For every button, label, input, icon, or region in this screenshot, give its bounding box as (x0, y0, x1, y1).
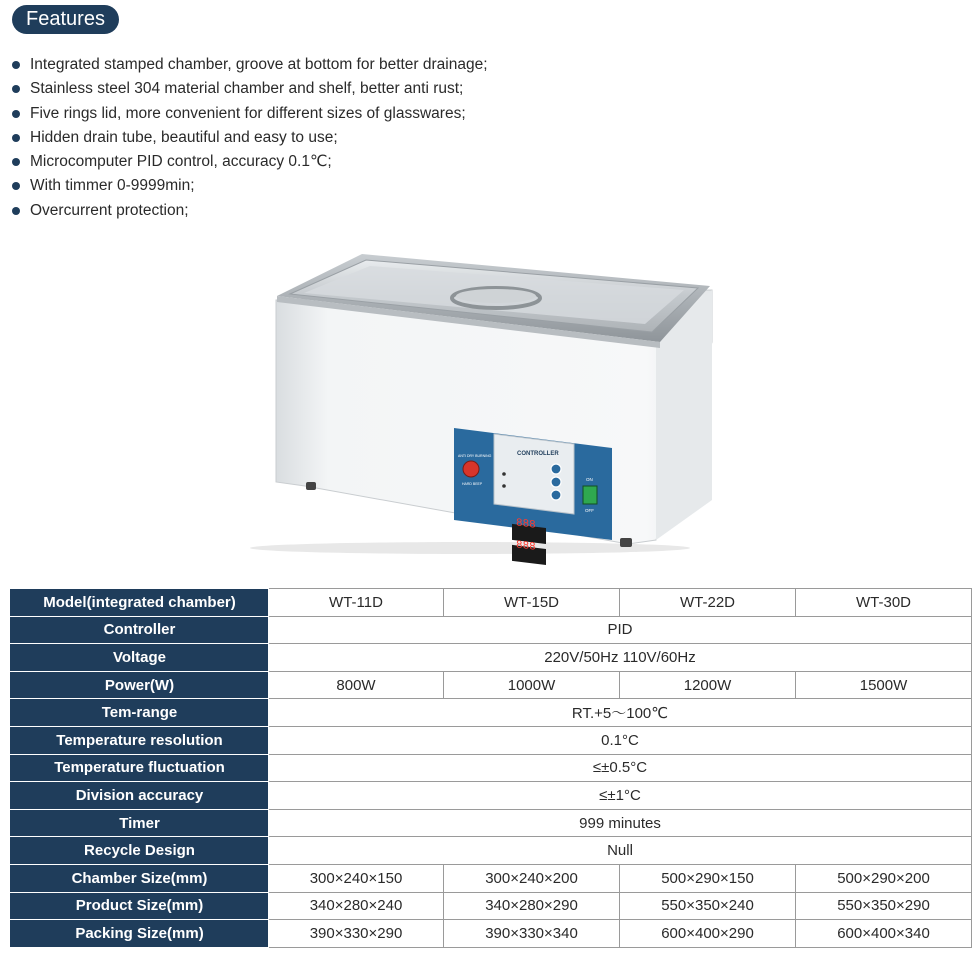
row-label: Temperature fluctuation (11, 754, 269, 782)
table-cell: ≤±0.5°C (269, 754, 972, 782)
table-row (11, 699, 972, 727)
table-row (11, 754, 972, 782)
table-cell: 0.1°C (269, 726, 972, 754)
table-row (11, 782, 972, 810)
table-cell: 500×290×200 (796, 864, 972, 892)
feature-item: Microcomputer PID control, accuracy 0.1℃; (12, 150, 488, 174)
feature-item: Integrated stamped chamber, groove at bottom for better drainage; (12, 53, 488, 77)
down-button-icon (551, 490, 561, 500)
table-row (11, 920, 972, 948)
table-cell: 340×280×290 (444, 892, 620, 920)
set-button-icon (551, 477, 561, 487)
feature-item: Overcurrent protection; (12, 199, 488, 223)
anti-dry-label: ANTI DRY BURNING (458, 454, 492, 458)
table-row (11, 726, 972, 754)
alarm-button-icon (463, 461, 479, 477)
model-cell: WT-11D (269, 589, 444, 617)
display-digits: 888 (516, 517, 536, 532)
table-cell: 220V/50Hz 110V/60Hz (269, 644, 972, 672)
table-cell: 300×240×200 (444, 864, 620, 892)
up-button-icon (551, 464, 561, 474)
model-cell: WT-30D (796, 589, 972, 617)
feature-item: Stainless steel 304 material chamber and shelf, better anti rust; (12, 77, 488, 101)
feature-item: Five rings lid, more convenient for different sizes of glasswares; (12, 102, 488, 126)
hard-beep-label: HARD BEEP (462, 482, 483, 486)
table-cell: 500×290×150 (620, 864, 796, 892)
row-label: Timer (11, 809, 269, 837)
table-cell: 390×330×290 (269, 920, 444, 948)
table-cell: ≤±1°C (269, 782, 972, 810)
table-row (11, 864, 972, 892)
row-label: Recycle Design (11, 837, 269, 865)
feature-item: With timmer 0-9999min; (12, 174, 488, 198)
row-label: Model(integrated chamber) (11, 589, 269, 617)
feature-item: Hidden drain tube, beautiful and easy to use; (12, 126, 488, 150)
display-digits: 888 (516, 539, 536, 554)
table-cell: 999 minutes (269, 809, 972, 837)
table-cell: 600×400×340 (796, 920, 972, 948)
table-cell: 300×240×150 (269, 864, 444, 892)
table-cell: 390×330×340 (444, 920, 620, 948)
features-heading: Features (12, 5, 119, 34)
table-row (11, 809, 972, 837)
row-label: Temperature resolution (11, 726, 269, 754)
controller-label: CONTROLLER (517, 451, 559, 457)
table-cell: 340×280×240 (269, 892, 444, 920)
table-cell: 600×400×290 (620, 920, 796, 948)
table-cell: Null (269, 837, 972, 865)
row-label: Voltage (11, 644, 269, 672)
table-cell: 550×350×290 (796, 892, 972, 920)
table-cell: 800W (269, 671, 444, 699)
switch-off-label: OFF (585, 508, 594, 513)
table-cell: RT.+5～100℃ (269, 699, 972, 727)
table-cell: 1200W (620, 671, 796, 699)
row-label: Product Size(mm) (11, 892, 269, 920)
table-cell: 1000W (444, 671, 620, 699)
row-label: Power(W) (11, 671, 269, 699)
table-row (11, 589, 972, 617)
table-cell: 1500W (796, 671, 972, 699)
row-label: Division accuracy (11, 782, 269, 810)
specification-table (10, 588, 972, 948)
row-label: Chamber Size(mm) (11, 864, 269, 892)
power-switch-icon (583, 486, 597, 504)
table-row (11, 892, 972, 920)
table-row (11, 644, 972, 672)
row-label: Controller (11, 616, 269, 644)
model-cell: WT-15D (444, 589, 620, 617)
model-cell: WT-22D (620, 589, 796, 617)
table-row (11, 837, 972, 865)
table-row (11, 671, 972, 699)
table-cell: 550×350×240 (620, 892, 796, 920)
switch-on-label: ON (586, 477, 593, 482)
row-label: Tem-range (11, 699, 269, 727)
table-cell: PID (269, 616, 972, 644)
table-row (11, 616, 972, 644)
row-label: Packing Size(mm) (11, 920, 269, 948)
